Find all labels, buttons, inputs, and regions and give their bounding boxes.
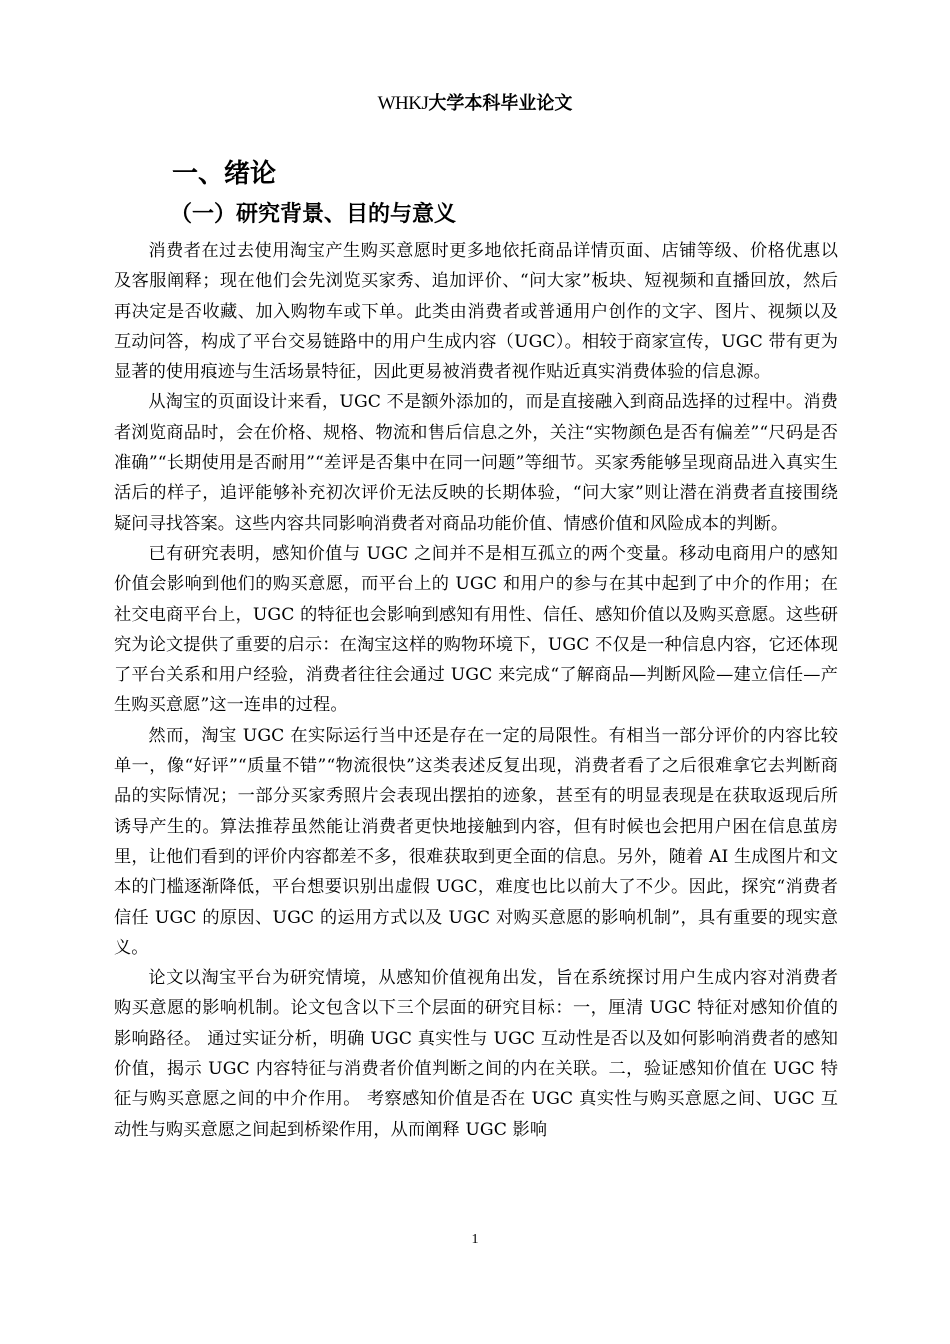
section-title: （一）研究背景、目的与意义 [170, 202, 457, 227]
chapter-title: 一、绪论 [172, 159, 277, 189]
paragraph: 然而，淘宝 UGC 在实际运行当中还是存在一定的局限性。有相当一部分评价的内容比较单一，像“好评”“质量不错”“物流很快”这类表述反复出现，消费者看了之后很难拿它去判断商品的实际情况；一部分买家秀照片会表现出摆拍的迹象，甚至有的明显表现是在获取返现后所诱导产生的。算法推荐虽然能让消费者更快地接触到内容，但有时候也会把用户困在信息茧房里，让他们看到的评价内容都差不多，很难获取到更全面的信息。另外，随着 AI 生成图片和文本的门槛逐渐降低，平台想要识别出虚假 UGC，难度也比以前大了不少。因此，探究“消费者信任 UGC 的原因、UGC 的运用方式以及 UGC 对购买意愿的影响机制”，具有重要的现实意义。 [114, 725, 838, 958]
body-text [114, 236, 838, 1145]
header-thesis-label: 大学本科毕业论文 [428, 93, 573, 114]
paragraph: 消费者在过去使用淘宝产生购买意愿时更多地依托商品详情页面、店铺等级、价格优惠以及客服阐释；现在他们会先浏览买家秀、追加评价、“问大家”板块、短视频和直播回放，然后再决定是否收藏、加入购物车或下单。此类由消费者或普通用户创作的文字、图片、视频以及互动问答，构成了平台交易链路中的用户生成内容（UGC）。相较于商家宣传，UGC 带有更为显著的使用痕迹与生活场景特征，因此更易被消费者视作贴近真实消费体验的信息源。 [114, 241, 838, 383]
paragraph: 论文以淘宝平台为研究情境，从感知价值视角出发，旨在系统探讨用户生成内容对消费者购买意愿的影响机制。论文包含以下三个层面的研究目标：一，厘清 UGC 特征对感知价值的影响路径。 通过实证分析，明确 UGC 真实性与 UGC 互动性是否以及如何影响消费者的感知价值，揭示 UGC 内容特征与消费者价值判断之间的内在关联。二，验证感知价值在 UGC 特征与购买意愿之间的中介作用。 考察感知价值是否在 UGC 真实性与购买意愿之间、UGC 互动性与购买意愿之间起到桥梁作用，从而阐释 UGC 影响 [114, 968, 838, 1140]
page-number: 1 [471, 1232, 479, 1247]
paragraph: 从淘宝的页面设计来看，UGC 不是额外添加的，而是直接融入到商品选择的过程中。消费者浏览商品时，会在价格、规格、物流和售后信息之外，关注“实物颜色是否有偏差”“尺码是否准确”“长期使用是否耐用”“差评是否集中在同一问题”等细节。买家秀能够呈现商品进入真实生活后的样子，追评能够补充初次评价无法反映的长期体验，“问大家”则让潜在消费者直接围绕疑问寻找答案。这些内容共同影响消费者对商品功能价值、情感价值和风险成本的判断。 [114, 392, 838, 534]
header-university-code: WHKJ [377, 93, 429, 114]
paragraph: 已有研究表明，感知价值与 UGC 之间并不是相互孤立的两个变量。移动电商用户的感知价值会影响到他们的购买意愿，而平台上的 UGC 和用户的参与在其中起到了中介的作用；在社交电商平台上，UGC 的特征也会影响到感知有用性、信任、感知价值以及购买意愿。这些研究为论文提供了重要的启示：在淘宝这样的购物环境下，UGC 不仅是一种信息内容，它还体现了平台关系和用户经验，消费者往往会通过 UGC 来完成“了解商品—判断风险—建立信任—产生购买意愿”这一连串的过程。 [114, 543, 838, 716]
running-header [0, 92, 950, 116]
